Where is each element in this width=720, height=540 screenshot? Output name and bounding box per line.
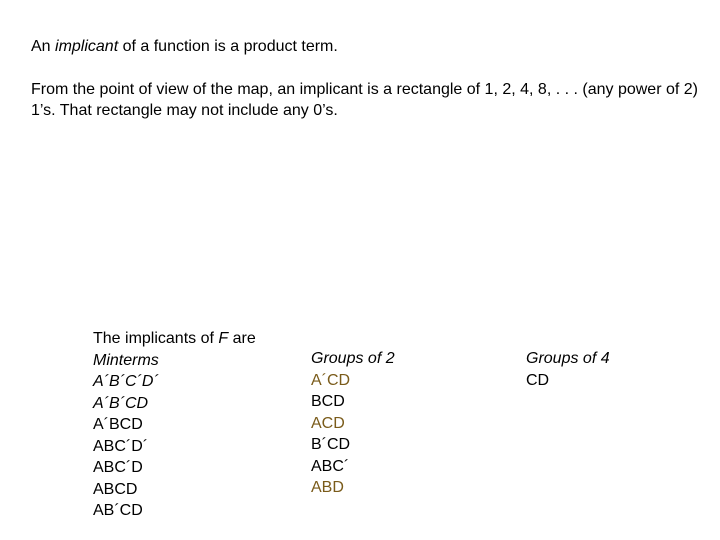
groups-of-2-label: Groups of 2 <box>311 350 395 367</box>
implicants-heading-suffix: are <box>228 330 256 347</box>
map-explanation-text: From the point of view of the map, an implicant is a rectangle of 1, 2, 4, 8, . . . (any power of 2) 1’s. That rectangle may not include any 0’s. <box>31 81 698 119</box>
minterm-item: A´BCD <box>93 416 143 433</box>
minterm-item: ABCD <box>93 480 138 498</box>
function-variable: F <box>218 330 229 347</box>
minterm-item: AB´CD <box>93 502 143 519</box>
implicants-heading-prefix: The implicants of <box>93 330 219 347</box>
groups-of-4-column <box>526 348 610 391</box>
definition-term: implicant <box>55 38 119 55</box>
group2-item: A´CD <box>311 371 351 389</box>
group4-item: CD <box>526 371 550 389</box>
minterms-column <box>93 328 256 522</box>
group2-item: ABC´ <box>311 457 350 475</box>
group2-item: BCD <box>311 393 345 410</box>
minterm-item: ABC´D´ <box>93 437 149 455</box>
groups-of-2-column <box>311 348 395 499</box>
minterms-label: Minterms <box>93 351 159 369</box>
minterm-item: ABC´D <box>93 459 143 476</box>
groups-of-4-label: Groups of 4 <box>526 350 610 367</box>
definition-prefix: An <box>31 38 56 55</box>
group2-item: B´CD <box>311 436 351 453</box>
implicants-heading <box>93 328 256 350</box>
definition-suffix: of a function is a product term. <box>118 38 338 55</box>
group2-item: ACD <box>311 414 345 432</box>
minterm-item: A´B´C´D´ <box>93 373 159 390</box>
definition-text <box>31 36 701 57</box>
group2-item: ABD <box>311 479 344 496</box>
minterm-item: A´B´CD <box>93 394 149 412</box>
